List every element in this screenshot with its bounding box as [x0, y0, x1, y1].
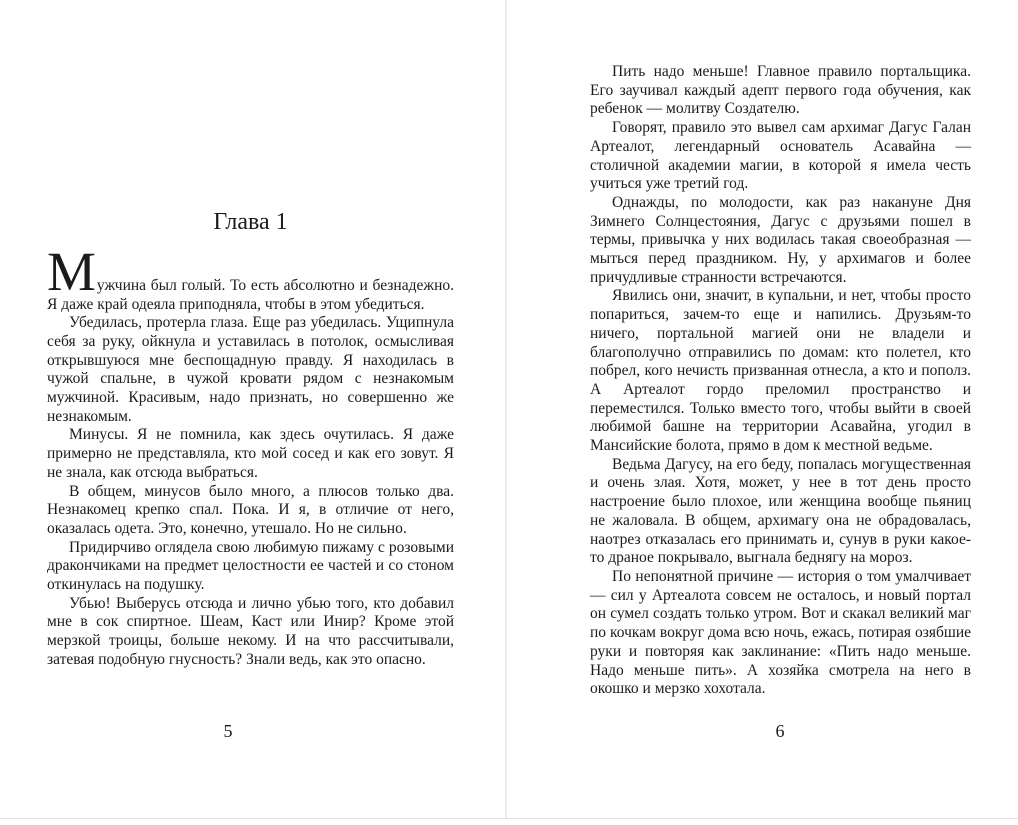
paragraph: Явились они, значит, в купальни, и нет, чтобы просто попариться, зачем-то еще и напились. Друзьям-то ничего, портальной магией они не владели и благополучно отправились по домам: кто полетел, кто побрел, кого нечисть призванная отнесла, а кто и пополз. А Артеалот гордо преломил пространство и переместился. Только вместо того, чтобы выйти в своей любимой башне на территории Асавайна, угодил в Мансийские болота, прямо в дом к местной ведьме.: [590, 287, 971, 455]
paragraph: [47, 240, 454, 314]
paragraph: Говорят, правило это вывел сам архимаг Дагус Галан Артеалот, легендарный основатель Асавайна — столичной академии магии, в которой я имела честь учиться уже третий год.: [590, 119, 971, 193]
paragraph: Придирчиво оглядела свою любимую пижаму с розовыми дракончиками на предмет целостности ее частей и со стоном откинулась на подушку.: [47, 538, 454, 594]
paragraph: По непонятной причине — история о том умалчивает — сил у Артеалота совсем не осталось, и новый портал он сумел создать только утром. Вот и скакал великий маг по кочкам вокруг дома всю ночь, ежась, потирая озябшие руки и повторяя как заклинание: «Пить надо меньше. Надо меньше пить». А хозяйка смотрела на него в окошко и мерзко хохотала.: [590, 567, 971, 698]
page-right-text-column: [590, 63, 971, 699]
page-left[interactable]: [0, 0, 505, 818]
page-left-text-column: [47, 0, 454, 670]
bottom-rule: [0, 818, 1018, 819]
paragraph: Убью! Выберусь отсюда и лично убью того, кто добавил мне в сок спиртное. Шеам, Каст или Инир? Кроме этой мерзкой троицы, больше некому. И на что рассчитывали, затевая подобную гнусность? Знали ведь, как это опасно.: [47, 594, 454, 668]
paragraph: Ведьма Дагусу, на его беду, попалась могущественная и очень злая. Хотя, может, у нее в тот день просто настроение было плохое, или женщина вообще пьяниц не жаловала. В общем, архимагу она не обрадовалась, наотрез отказалась его принимать и, сунув в руки какое-то драное покрывало, выгнала беднягу на мороз.: [590, 455, 971, 567]
page-number-left: 5: [223, 721, 233, 741]
paragraph-text: ужчина был голый. То есть абсолютно и безнадежно. Я даже край одеяла приподняла, чтобы в этом убедиться.: [47, 276, 454, 313]
paragraph: В общем, минусов было много, а плюсов только два. Незнакомец крепко спал. Пока. И я, в отличие от него, оказалась одета. Это, конечно, утешало. Но не сильно.: [47, 482, 454, 537]
drop-cap-letter: М: [47, 240, 97, 302]
paragraph: Убедилась, протерла глаза. Еще раз убедилась. Ущипнула себя за руку, ойкнула и уставилась в потолок, осмысливая открывшуюся мне беспощадную правду. Я находилась в чужой спальне, в чужой кровати рядом с незнакомым мужчиной. Красивым, надо признать, но совершенно же незнакомым.: [47, 314, 454, 425]
page-number-right: 6: [775, 721, 785, 741]
paragraph: Пить надо меньше! Главное правило портальщика. Его заучивал каждый адепт первого года обучения, как ребенок — молитву Создателю.: [590, 63, 971, 118]
chapter-heading: Глава 1: [213, 209, 288, 235]
paragraph: Минусы. Я не помнила, как здесь очутилась. Я даже примерно не представляла, кто мой сосед и как его зовут. Я не знала, как отсюда выбраться.: [47, 426, 454, 481]
paragraph: Однажды, по молодости, как раз накануне Дня Зимнего Солнцестояния, Дагус с друзьями пошел в термы, привычка у них водилась такая своеобразная — мыться перед праздником. Ну, у архимагов и более причудливые странности встречаются.: [590, 193, 971, 286]
page-right[interactable]: [507, 0, 1018, 818]
